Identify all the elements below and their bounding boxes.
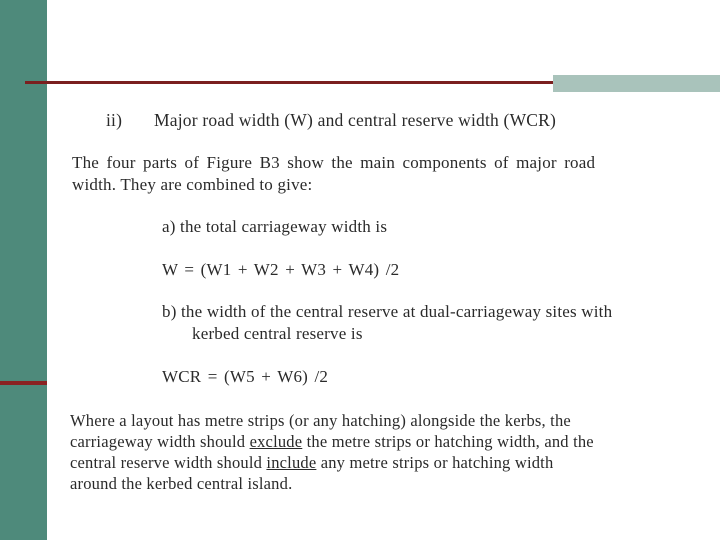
note-line-3-end: any metre strips or hatching width — [316, 453, 554, 472]
equation-wcr: WCR = (W5 + W6) /2 — [162, 367, 329, 386]
include-emphasis: include — [266, 453, 317, 472]
intro-line-2: width. They are combined to give: — [72, 175, 313, 194]
section-number: ii) — [106, 110, 123, 130]
equation-w: W = (W1 + W2 + W3 + W4) /2 — [162, 260, 400, 279]
item-a: a) the total carriageway width is — [162, 217, 388, 236]
title-rule — [25, 81, 553, 84]
note-line-4: around the kerbed central island. — [70, 474, 293, 493]
note-line-2-start: carriageway width should — [70, 432, 250, 451]
note-line-2-end: the metre strips or hatching width, and the — [302, 432, 594, 451]
note-line-1: Where a layout has metre strips (or any hatching) alongside the kerbs, the — [70, 411, 571, 430]
note-line-3 — [70, 453, 553, 473]
exclude-emphasis: exclude — [249, 432, 303, 451]
section-title: Major road width (W) and central reserve width (WCR) — [154, 110, 557, 130]
item-b-line-1: b) the width of the central reserve at dual-carriageway sites with — [162, 302, 613, 321]
note-line-3-start: central reserve width should — [70, 453, 267, 472]
accent-bar — [553, 75, 720, 92]
scanned-document — [60, 96, 690, 506]
item-b-line-2: kerbed central reserve is — [192, 324, 363, 343]
intro-line-1: The four parts of Figure B3 show the main components of major road — [72, 153, 596, 172]
note-line-2 — [70, 432, 594, 452]
section-heading — [106, 110, 556, 131]
sidebar-rule — [0, 381, 47, 385]
